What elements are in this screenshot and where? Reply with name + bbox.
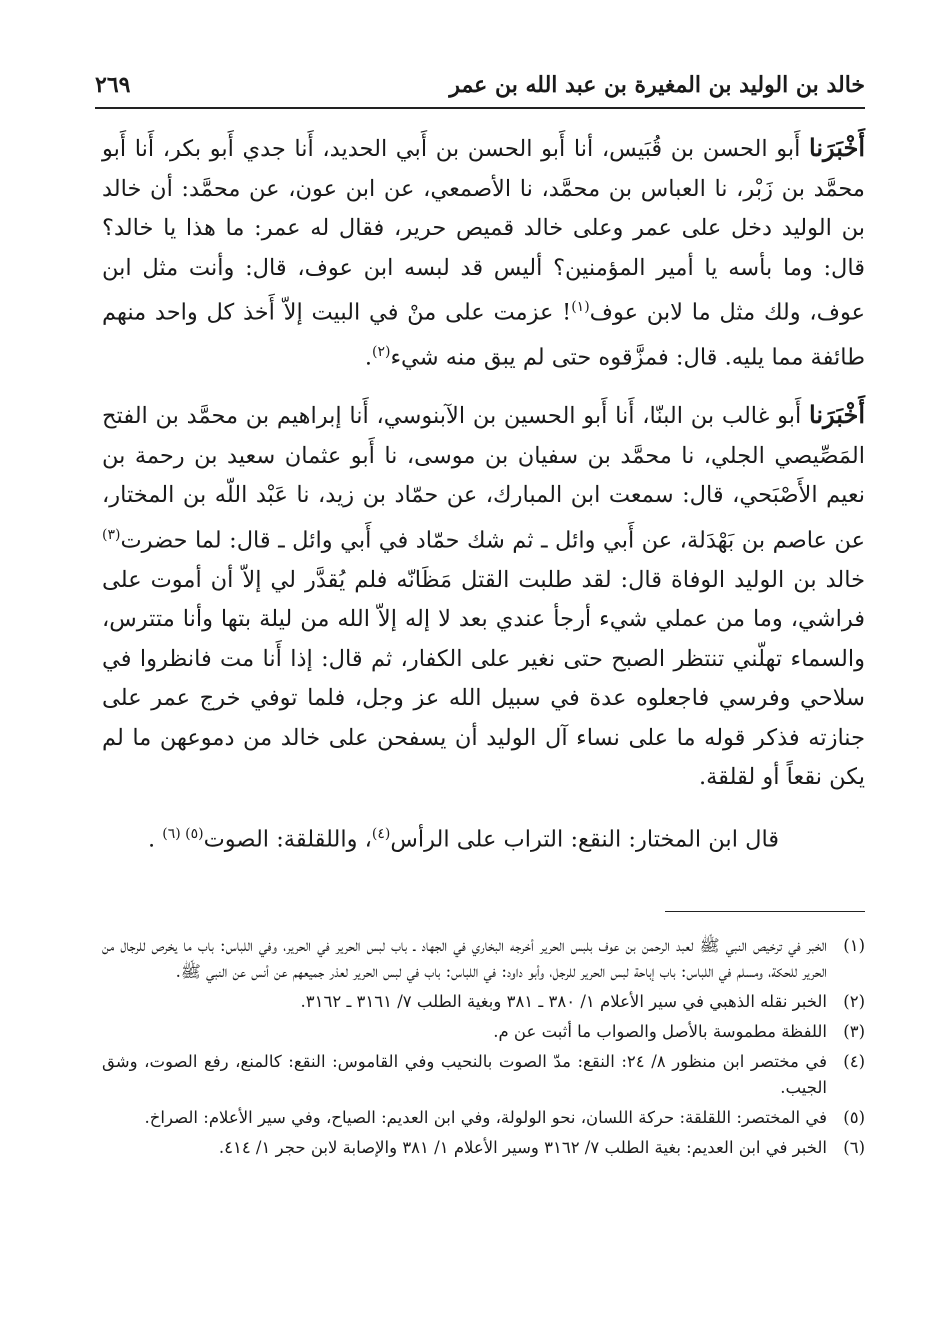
header-rule: [95, 107, 865, 109]
main-text: [102, 128, 865, 860]
footnote-number: (٦): [843, 1138, 865, 1157]
footnote-ref[interactable]: (٥) (٦): [162, 825, 204, 842]
lead-word: أَخْبَرَنا: [809, 400, 865, 429]
page-number: ٢٦٩: [95, 72, 131, 98]
footnote-2: [102, 989, 865, 1015]
footnotes: [102, 933, 865, 1165]
paragraph-text: خالد بن الوليد الوفاة قال: لقد طلبت القتل مَظَانّه فلم يُقدَّر لي إلاّ أن أموت على فراشي، وما من عملي شيء أرجأ عندي بعد لا إله إلاّ الله من ليلة بتها وأنا متترس، والسماء تهلّني تنتظر الصبح حتى نغير على الكفار، ثم قال: إذا أَنا مت فانظروا في سلاحي وفرسي فاجعلوه عدة في سبيل الله عز وجل، فلما توفي خرج عمر على جنازته فذكر قوله ما على نساء آل الوليد أن يسفحن على خالد من دموعهن ما لم يكن نقعاً أو لقلقة.: [102, 566, 865, 790]
paragraph-2: [102, 395, 865, 798]
footnote-5: [102, 1105, 865, 1131]
page-header: [95, 72, 865, 106]
quote-text: .: [147, 826, 163, 852]
footnote-number: (٤): [843, 1052, 865, 1071]
footnote-text: الخبر في ابن العديم: بغية الطلب ٧/ ٣١٦٢ وسير الأعلام ١/ ٣٨١ والإصابة لابن حجر ١/ ٤١٤.: [218, 1138, 827, 1157]
running-title: خالد بن الوليد بن المغيرة بن عبد الله بن عمر: [449, 72, 865, 98]
paragraph-text: أَبو الحسن بن قُبَيس، أنا أَبو الحسن بن أَبي الحديد، أَنا جدي أَبو بكر، أَنا أَبو محمَّد بن زَبْر، نا العباس بن محمَّد، نا الأصمعي، عن ابن عون، عن محمَّد: أن خالد بن الوليد دخل على عمر وعلى خالد قميص حرير، فقال له عمر: ما هذا يا خالد؟ قال: وما بأسه يا أمير المؤمنين؟ أليس قد لبسه ابن عوف، قال: وأنت مثل ابن عوف، ولك مثل ما لابن عوف: [102, 136, 865, 326]
footnote-1: [102, 933, 865, 985]
quote-text: ، واللقلقة: الصوت: [203, 826, 372, 852]
quote-text: قال ابن المختار: النقع: التراب على الرأس: [390, 826, 780, 852]
paragraph-text: ! عزمت على منْ في البيت إلاّ أَخذ كل واحد منهم طائفة مما يليه. قال: فمزَّقوه حتى لم يبق منه شيء: [102, 299, 865, 371]
paragraph-1: [102, 128, 865, 378]
footnote-4: [102, 1049, 865, 1101]
footnote-rule: [665, 911, 865, 912]
footnote-text: اللفظة مطموسة بالأصل والصواب ما أثبت عن م.: [493, 1022, 827, 1041]
footnote-text: الخبر في ترخيص النبي ﷺ لعبد الرحمن بن عوف بلبس الحرير أخرجه البخاري في الجهاد ـ باب لبس الحرير في الحرير، وفي اللباس: باب ما يخرص للرجال من الحرير للحكة، ومسلم في اللباس: باب إباحة لبس الحرير للرجل، وأبو داود: في اللباس: باب في لبس الحرير لعذر جميعهم عن أنس عن النبي ﷺ.: [102, 936, 827, 981]
footnote-number: (٥): [843, 1108, 865, 1127]
footnote-text: في مختصر ابن منظور ٨/ ٢٤: النقع: مدّ الصوت بالنحيب وفي القاموس: النقع: كالمنع، رفع الصوت، وشق الجيب.: [102, 1052, 827, 1097]
footnote-number: (٢): [843, 992, 865, 1011]
footnote-text: الخبر نقله الذهبي في سير الأعلام ١/ ٣٨٠ ـ ٣٨١ وبغية الطلب ٧/ ٣١٦١ ـ ٣١٦٢.: [300, 992, 827, 1011]
paragraph-text: .: [364, 344, 372, 371]
footnote-number: (٣): [843, 1022, 865, 1041]
lead-word: أَخْبَرَنا: [809, 133, 865, 162]
footnote-ref[interactable]: (٣): [102, 526, 121, 543]
footnote-ref[interactable]: (٢): [371, 344, 391, 360]
paragraph-text: أَبو غالب بن البنّا، أَنا أَبو الحسين بن الآبنوسي، أَنا إبراهيم بن محمَّد بن الفتح المَصِّيصي الجلي، نا محمَّد بن سفيان بن موسى، نا أَبو عثمان سعيد بن رحمة بن نعيم الأَصْبَحي، قال: سمعت ابن المبارك، عن حمّاد بن زيد، نا عَبْد اللّه بن المختار، عن عاصم بن بَهْدَلة، عن أَبي وائل ـ ثم شك حمّاد في أَبي وائل ـ قال: لما حضرت: [102, 403, 865, 553]
footnote-number: (١): [843, 936, 865, 955]
footnote-ref[interactable]: (١): [571, 299, 590, 315]
closing-quote: [102, 815, 865, 860]
footnote-3: [102, 1019, 865, 1045]
footnote-6: [102, 1135, 865, 1161]
footnote-text: في المختصر: اللقلقة: حركة اللسان، نحو الولولة، وفي ابن العديم: الصياح، وفي سير الأعلام: الصراخ.: [144, 1108, 827, 1127]
footnote-ref[interactable]: (٤): [371, 825, 391, 842]
